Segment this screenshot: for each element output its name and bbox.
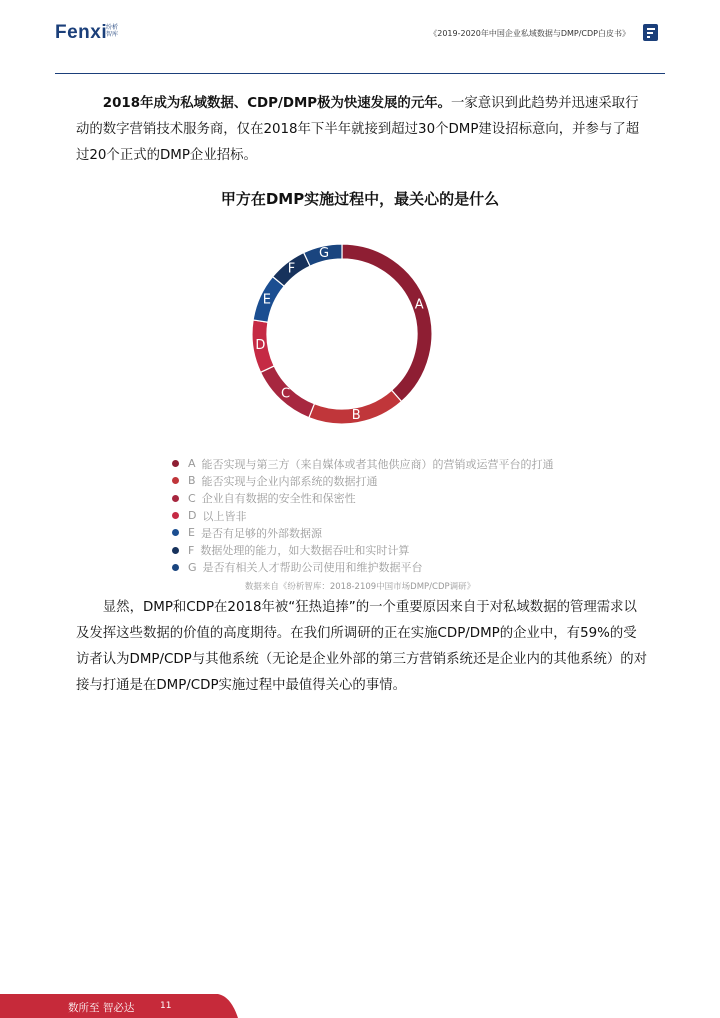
slice-label-d: D — [255, 338, 266, 354]
fenxi-logo-sub: 纷析 智库 — [106, 24, 119, 38]
legend-dot — [172, 547, 179, 554]
legend-item-g — [172, 559, 554, 576]
slice-label-g: G — [318, 245, 330, 261]
chart-title: 甲方在DMP实施过程中，最关心的是什么 — [220, 190, 500, 208]
analysis-paragraph: 显然，DMP和CDP在2018年被“狂热追捧”的一个重要原因来自于对私域数据的管理需求以及发挥这些数据的价值的高度期待。在我们所调研的正在实施CDP/DMP的企业中，有59%的受访者认为DMP/CDP与其他系统（无论是企业外部的第三方营销系统还是企业内的其他系统）的对接与打通是在DMP/CDP实施过程中最值得关心的事情。 — [76, 600, 648, 693]
legend-item-f — [172, 541, 554, 558]
slice-label-f: F — [287, 261, 296, 277]
legend-item-c — [172, 490, 554, 507]
document-icon — [643, 24, 658, 41]
donut-slice-a — [342, 244, 432, 402]
legend-letter: A — [188, 457, 196, 471]
legend-letter: D — [188, 509, 197, 523]
legend-dot — [172, 495, 179, 502]
slice-label-b: B — [351, 407, 361, 423]
donut-chart — [230, 222, 454, 446]
intro-paragraph — [76, 91, 648, 169]
legend-label: 企业自有数据的安全性和保密性 — [201, 492, 356, 506]
legend-dot — [172, 564, 179, 571]
legend-item-a — [172, 455, 554, 472]
legend-label: 能否实现与第三方（来自媒体或者其他供应商）的营销或运营平台的打通 — [201, 457, 554, 471]
legend-letter: G — [188, 560, 197, 574]
chart-source: 数据来自《纷析智库：2018-2109中国市场DMP/CDP调研》 — [244, 582, 476, 592]
legend-dot — [172, 512, 179, 519]
document-title: 《2019-2020年中国企业私域数据与DMP/CDP白皮书》 — [429, 29, 630, 38]
legend-letter: B — [188, 474, 196, 488]
legend-label: 以上皆非 — [202, 509, 247, 523]
legend-label: 是否有相关人才帮助公司使用和维护数据平台 — [202, 561, 423, 575]
intro-bold-sentence: 2018年成为私域数据、CDP/DMP极为快速发展的元年。 — [102, 96, 451, 111]
legend-letter: E — [188, 526, 195, 540]
legend-label: 是否有足够的外部数据源 — [200, 526, 322, 540]
legend-item-d — [172, 507, 554, 524]
legend-dot — [172, 460, 179, 467]
legend-dot — [172, 477, 179, 484]
legend-label: 能否实现与企业内部系统的数据打通 — [201, 474, 378, 488]
legend-letter: F — [188, 543, 195, 557]
chart-legend — [172, 455, 554, 576]
slice-label-a: A — [414, 297, 424, 313]
legend-item-b — [172, 472, 554, 489]
legend-label: 数据处理的能力，如大数据吞吐和实时计算 — [200, 544, 410, 558]
legend-letter: C — [188, 491, 196, 505]
slice-label-e: E — [262, 292, 271, 308]
footer-slogan: 数所至 智必达 — [68, 1002, 135, 1014]
page-header — [0, 0, 720, 76]
intro-rest: 一家意识到此趋势并迅速采取行动的数字营销技术服务商，仅在2018年下半年就接到超过30个DMP建设招标意向，并参与了超过20个正式的DMP企业招标。 — [76, 96, 640, 163]
page-number: 11 — [160, 1001, 172, 1011]
legend-item-e — [172, 524, 554, 541]
slice-label-c: C — [280, 386, 291, 402]
fenxi-logo: Fenxi — [55, 22, 108, 43]
header-divider — [55, 73, 665, 74]
legend-dot — [172, 529, 179, 536]
